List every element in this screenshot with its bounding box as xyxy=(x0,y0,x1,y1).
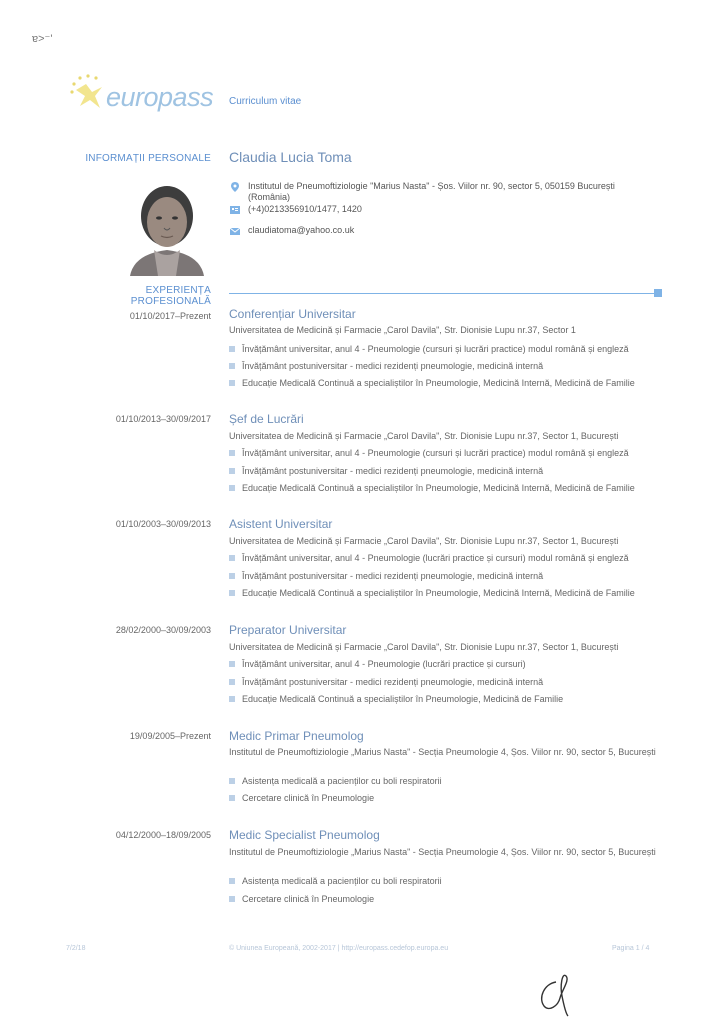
email-icon xyxy=(229,224,241,236)
personal-info-heading: INFORMAȚII PERSONALE xyxy=(85,153,211,164)
entry-bullet: Educație Medicală Continuă a specialiștilor în Pneumologie, Medicină Internă, Medicină de Familie xyxy=(229,378,669,389)
entry-date: 19/09/2005–Prezent xyxy=(129,731,211,741)
experience-heading: EXPERIENȚA PROFESIONALĂ xyxy=(130,285,211,307)
bullet-square-icon xyxy=(229,896,235,902)
bullet-square-icon xyxy=(229,380,235,386)
profile-photo xyxy=(124,176,210,276)
entry-bullet: Învățământ universitar, anul 4 - Pneumologie (cursuri și lucrări practice) modul română și engleză xyxy=(229,344,669,355)
entry-bullet: Învățământ postuniversitar - medici rezidenți pneumologie, medicină internă xyxy=(229,677,669,688)
entry-bullet: Asistența medicală a pacienților cu boli respiratorii xyxy=(229,876,669,887)
entry-bullet: Cercetare clinică în Pneumologie xyxy=(229,894,669,905)
document-type-label: Curriculum vitae xyxy=(229,96,302,107)
section-rule-marker xyxy=(654,289,662,297)
entry-title: Medic Specialist Pneumolog xyxy=(229,828,380,842)
entry-organization: Institutul de Pneumoftiziologie „Marius Nasta" - Secția Pneumologie 4, Șos. Viilor nr. 90, sector 5, București xyxy=(229,847,656,857)
entry-date: 04/12/2000–18/09/2005 xyxy=(115,830,211,840)
bullet-square-icon xyxy=(229,555,235,561)
bullet-square-icon xyxy=(229,468,235,474)
bullet-square-icon xyxy=(229,346,235,352)
bullet-square-icon xyxy=(229,795,235,801)
entry-organization: Universitatea de Medicină și Farmacie „Carol Davila", Str. Dionisie Lupu nr.37, Sector 1 xyxy=(229,325,576,335)
entry-bullet: Educație Medicală Continuă a specialiștilor în Pneumologie, Medicină Internă, Medicină de Familie xyxy=(229,588,669,599)
phone-number: (+4)0213356910/1477, 1420 xyxy=(248,204,362,214)
entry-bullet: Învățământ universitar, anul 4 - Pneumologie (lucrări practice și cursuri) modul română și engleză xyxy=(229,553,669,564)
entry-bullet: Învățământ postuniversitar - medici rezidenți pneumologie, medicină internă xyxy=(229,466,669,477)
address-line-2: (România) xyxy=(248,192,291,202)
person-name: Claudia Lucia Toma xyxy=(229,149,352,165)
location-icon xyxy=(229,180,241,192)
footer-page-number: Pagina 1 / 4 xyxy=(612,945,650,952)
footer-date: 7/2/18 xyxy=(66,945,86,952)
bullet-square-icon xyxy=(229,363,235,369)
scan-mark: ɐ>⁻' xyxy=(32,33,53,45)
logo-text: europass xyxy=(106,82,214,112)
bullet-square-icon xyxy=(229,573,235,579)
entry-title: Preparator Universitar xyxy=(229,623,347,637)
bullet-square-icon xyxy=(229,661,235,667)
entry-organization: Universitatea de Medicină și Farmacie „Carol Davila", Str. Dionisie Lupu nr.37, Sector 1, București xyxy=(229,431,619,441)
entry-title: Asistent Universitar xyxy=(229,517,333,531)
bullet-square-icon xyxy=(229,878,235,884)
entry-organization: Universitatea de Medicină și Farmacie „Carol Davila", Str. Dionisie Lupu nr.37, Sector 1, București xyxy=(229,642,619,652)
entry-title: Șef de Lucrări xyxy=(229,412,304,426)
entry-title: Medic Primar Pneumolog xyxy=(229,729,364,743)
section-rule xyxy=(229,293,654,294)
entry-title: Conferențiar Universitar xyxy=(229,307,356,321)
europass-logo xyxy=(66,70,216,118)
entry-date: 28/02/2000–30/09/2003 xyxy=(115,625,211,635)
entry-bullet: Învățământ postuniversitar - medici rezidenți pneumologie, medicină internă xyxy=(229,571,669,582)
entry-date: 01/10/2017–Prezent xyxy=(129,311,211,321)
bullet-square-icon xyxy=(229,450,235,456)
footer-copyright[interactable]: © Uniunea Europeană, 2002-2017 | http://europass.cedefop.europa.eu xyxy=(229,945,449,952)
bullet-square-icon xyxy=(229,590,235,596)
bullet-square-icon xyxy=(229,679,235,685)
bullet-square-icon xyxy=(229,778,235,784)
email-link[interactable]: claudiatoma@yahoo.co.uk xyxy=(248,225,355,235)
entry-date: 01/10/2013–30/09/2017 xyxy=(115,414,211,424)
bullet-square-icon xyxy=(229,696,235,702)
entry-bullet: Învățământ universitar, anul 4 - Pneumologie (lucrări practice și cursuri) xyxy=(229,659,669,670)
entry-date: 01/10/2003–30/09/2013 xyxy=(115,519,211,529)
address-line-1: Institutul de Pneumoftiziologie "Marius Nasta" - Șos. Viilor nr. 90, sector 5, 050159 București xyxy=(248,181,615,191)
entry-bullet: Educație Medicală Continuă a specialiștilor în Pneumologie, Medicină Internă, Medicină de Familie xyxy=(229,483,669,494)
entry-bullet: Învățământ postuniversitar - medici rezidenți pneumologie, medicină internă xyxy=(229,361,669,372)
bullet-square-icon xyxy=(229,485,235,491)
entry-bullet: Asistența medicală a pacienților cu boli respiratorii xyxy=(229,776,669,787)
entry-bullet: Învățământ universitar, anul 4 - Pneumologie (cursuri și lucrări practice) modul română și engleză xyxy=(229,448,669,459)
entry-organization: Institutul de Pneumoftiziologie „Marius Nasta" - Secția Pneumologie 4, Șos. Viilor nr. 90, sector 5, București xyxy=(229,747,656,757)
entry-bullet: Cercetare clinică în Pneumologie xyxy=(229,793,669,804)
handwritten-signature xyxy=(534,972,594,1025)
entry-organization: Universitatea de Medicină și Farmacie „Carol Davila", Str. Dionisie Lupu nr.37, Sector 1, București xyxy=(229,536,619,546)
phone-icon xyxy=(229,203,241,215)
entry-bullet: Educație Medicală Continuă a specialiștilor în Pneumologie, Medicină de Familie xyxy=(229,694,669,705)
